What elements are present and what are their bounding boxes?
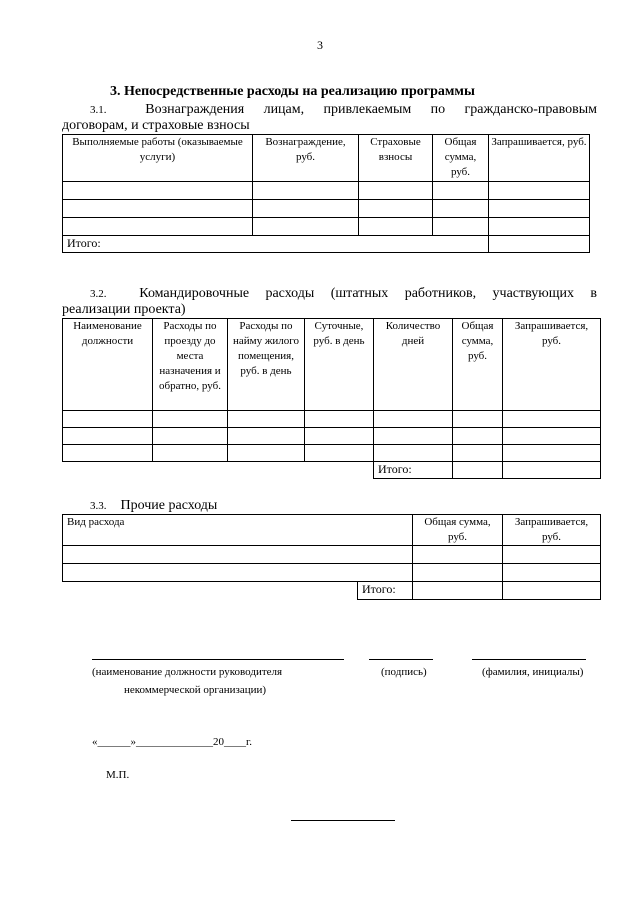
col-header: Общая сумма, руб. [413, 515, 503, 546]
table-row [63, 428, 601, 445]
section-3-1-number: 3.1. [90, 104, 107, 116]
col-header: Наименование должности [63, 319, 153, 411]
col-header: Вид расхода [63, 515, 413, 546]
section-3-1-line1: Вознаграждения лицам, привлекаемым по гражданско-правовым [145, 102, 598, 117]
col-header: Выполняемые работы (оказываемые услуги) [63, 135, 253, 182]
col-header: Запрашивается, руб. [503, 319, 601, 411]
section-3-3-number: 3.3. [90, 500, 107, 512]
table-row [63, 200, 590, 218]
col-header: Страховые взносы [359, 135, 433, 182]
section-3-3-heading [90, 498, 217, 514]
table-3-2 [62, 318, 601, 479]
total-label: Итого: [358, 582, 413, 600]
sign-caption: (подпись) [381, 666, 427, 678]
section-3-2-number: 3.2. [90, 288, 107, 300]
total-label: Итого: [63, 236, 489, 253]
col-header: Вознаграждение, руб. [253, 135, 359, 182]
col-header: Суточные, руб. в день [305, 319, 374, 411]
col-header: Общая сумма, руб. [433, 135, 489, 182]
total-label: Итого: [374, 462, 453, 479]
col-header: Расходы по найму жилого помещения, руб. в день [228, 319, 305, 411]
section-3-3-title: Прочие расходы [120, 498, 218, 513]
total-row [63, 462, 601, 479]
position-signature-line [92, 659, 344, 660]
section-3-title: 3. Непосредственные расходы на реализацию программы [110, 84, 475, 99]
col-header: Запрашивается, руб. [489, 135, 590, 182]
col-header: Запрашивается, руб. [503, 515, 601, 546]
name-caption: (фамилия, инициалы) [482, 666, 584, 678]
stamp-label: М.П. [106, 769, 130, 781]
page-number: 3 [317, 38, 323, 52]
total-row [63, 582, 601, 600]
section-3-2-line1: Командировочные расходы (штатных работников, участвующих в [139, 286, 598, 301]
sign-line [369, 659, 433, 660]
col-header: Общая сумма, руб. [453, 319, 503, 411]
section-3-1-line2: договорам, и страховые взносы [62, 118, 250, 133]
position-caption-2: некоммерческой организации) [124, 684, 267, 696]
table-row [63, 445, 601, 462]
table-row [63, 411, 601, 428]
table-3-3 [62, 514, 601, 600]
table-row [63, 182, 590, 200]
col-header: Количество дней [374, 319, 453, 411]
name-line [472, 659, 586, 660]
section-3-2-heading [62, 286, 597, 318]
table-3-1 [62, 134, 590, 253]
total-row [63, 236, 590, 253]
table-row [63, 218, 590, 236]
bottom-line [291, 820, 395, 821]
section-3-2-line2: реализации проекта) [62, 302, 186, 317]
date-line: «______»______________20____г. [92, 736, 253, 748]
position-caption-1: (наименование должности руководителя [92, 666, 283, 678]
col-header: Расходы по проезду до места назначения и обратно, руб. [153, 319, 228, 411]
table-row [63, 564, 601, 582]
section-3-1-heading [62, 102, 597, 134]
table-row [63, 546, 601, 564]
